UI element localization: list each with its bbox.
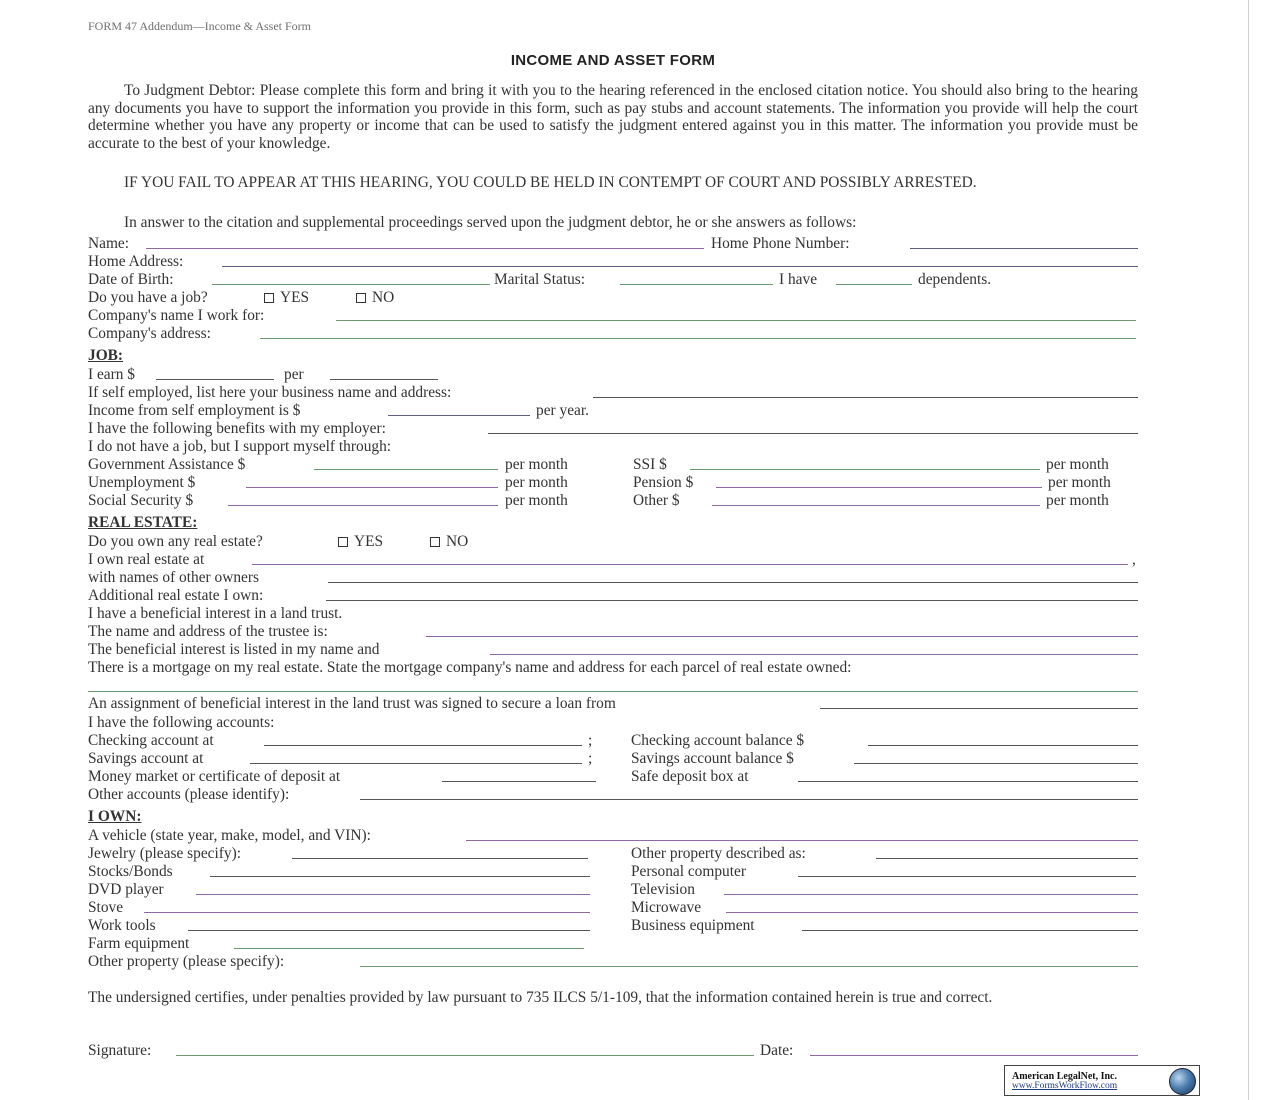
dependents-field[interactable]: [836, 271, 912, 285]
date-field[interactable]: [810, 1042, 1138, 1056]
stove-field[interactable]: [144, 899, 590, 913]
instructions-text: To Judgment Debtor: Please complete this form and bring it with you to the hearing referenced in the enclosed citation notice. You should also bring to the hearing any documents you have to support the information you provide in this form, such as pay stubs and account statements. The information you provide will help the court determine whether you have any property or income that can be used to satisfy the judgment entered against you in this matter. The information you provide must be accurate to the best of your knowledge.: [88, 82, 1138, 152]
listed-in-row: [88, 641, 1140, 659]
job-no-option[interactable]: [356, 289, 394, 307]
i-have-label: I have: [779, 271, 818, 288]
job-no-label: NO: [372, 289, 395, 306]
name-row: [88, 235, 1140, 253]
mortgage-details-row: [88, 678, 1140, 696]
business-equipment-label: Business equipment: [631, 917, 755, 934]
stove-label: Stove: [88, 899, 124, 916]
gov-assist-label: Government Assistance $: [88, 456, 246, 473]
jewelry-label: Jewelry (please specify):: [88, 845, 241, 862]
other-described-field[interactable]: [876, 845, 1138, 859]
savings-balance-label: Savings account balance $: [631, 750, 794, 767]
benefits-field[interactable]: [488, 420, 1138, 434]
other-accounts-row: [88, 786, 1140, 804]
job-heading-row: [88, 347, 1140, 365]
gov-assist-per-month: per month: [505, 456, 568, 473]
dvd-label: DVD player: [88, 881, 164, 898]
benefits-row: [88, 420, 1140, 438]
unemployment-row: [88, 474, 1140, 492]
dvd-field[interactable]: [196, 881, 590, 895]
checking-semicolon: ;: [588, 732, 593, 749]
job-question-label: Do you have a job?: [88, 289, 208, 306]
assignment-field[interactable]: [820, 695, 1138, 709]
job-yes-option[interactable]: [264, 289, 309, 307]
ssi-per-month: per month: [1046, 456, 1109, 473]
form-header-note: FORM 47 Addendum—Income & Asset Form: [88, 19, 312, 33]
real-estate-no-label: NO: [446, 533, 469, 550]
gov-assist-field[interactable]: [314, 456, 498, 470]
real-estate-yes-checkbox[interactable]: [338, 537, 348, 547]
date-label: Date:: [760, 1042, 794, 1059]
other-income-field[interactable]: [712, 492, 1040, 506]
gov-assist-row: [88, 456, 1140, 474]
other-owners-label: with names of other owners: [88, 569, 259, 586]
safe-deposit-field[interactable]: [798, 768, 1138, 782]
american-legalnet-logo: [1004, 1065, 1200, 1096]
per-label: per: [284, 366, 304, 383]
company-name-row: [88, 307, 1140, 325]
job-yes-checkbox[interactable]: [264, 293, 274, 303]
safe-deposit-label: Safe deposit box at: [631, 768, 749, 785]
job-question-row: [88, 289, 1140, 307]
own-at-row: [88, 551, 1140, 569]
name-field[interactable]: [146, 235, 704, 249]
farm-row: [88, 935, 1140, 953]
company-address-row: [88, 325, 1140, 343]
own-real-estate-row: [88, 533, 1140, 551]
mortgage-label: There is a mortgage on my real estate. State the mortgage company's name and address for each parcel of real estate owned:: [88, 659, 852, 676]
warning-text: IF YOU FAIL TO APPEAR AT THIS HEARING, YOU COULD BE HELD IN CONTEMPT OF COURT AND POSSIBLY ARRESTED.: [124, 174, 977, 191]
checking-at-label: Checking account at: [88, 732, 214, 749]
additional-real-estate-row: [88, 587, 1140, 605]
listed-in-label: The beneficial interest is listed in my name and: [88, 641, 380, 658]
pension-field[interactable]: [716, 474, 1042, 488]
assignment-row: [88, 695, 1140, 713]
trustee-label: The name and address of the trustee is:: [88, 623, 328, 640]
signature-field[interactable]: [176, 1042, 754, 1056]
instructions-paragraph: [88, 82, 1138, 152]
social-security-field[interactable]: [228, 492, 498, 506]
jewelry-row: [88, 845, 1140, 863]
other-described-label: Other property described as:: [631, 845, 806, 862]
real-estate-yes-label: YES: [354, 533, 384, 550]
own-at-label: I own real estate at: [88, 551, 205, 568]
earn-amount-field[interactable]: [156, 366, 274, 380]
real-estate-no-option[interactable]: [430, 533, 468, 551]
company-name-label: Company's name I work for:: [88, 307, 265, 324]
vehicle-field[interactable]: [466, 827, 1138, 841]
certification-text: The undersigned certifies, under penalties provided by law pursuant to 735 ILCS 5/1-109, that the information contained herein is true and correct.: [88, 989, 993, 1006]
company-address-field[interactable]: [260, 325, 1136, 339]
other-accounts-label: Other accounts (please identify):: [88, 786, 290, 803]
assignment-label: An assignment of beneficial interest in the land trust was signed to secure a loan from: [88, 695, 616, 712]
logo-url-link[interactable]: www.FormsWorkFlow.com: [1012, 1081, 1118, 1091]
real-estate-no-checkbox[interactable]: [430, 537, 440, 547]
checking-row: [88, 732, 1140, 750]
social-security-row: [88, 492, 1140, 510]
marital-status-label: Marital Status:: [494, 271, 586, 288]
unemployment-per-month: per month: [505, 474, 568, 491]
mortgage-details-field[interactable]: [88, 678, 1138, 692]
trustee-row: [88, 623, 1140, 641]
self-income-label: Income from self employment is $: [88, 402, 301, 419]
real-estate-heading-row: [88, 514, 1140, 532]
other-owners-row: [88, 569, 1140, 587]
other-property-label: Other property (please specify):: [88, 953, 285, 970]
television-field[interactable]: [724, 881, 1138, 895]
home-address-field[interactable]: [222, 253, 1138, 267]
per-year-label: per year.: [536, 402, 589, 419]
earn-label: I earn $: [88, 366, 135, 383]
pension-label: Pension $: [633, 474, 694, 491]
self-employed-business-field[interactable]: [593, 384, 1138, 398]
name-label: Name:: [88, 235, 130, 252]
self-income-field[interactable]: [388, 402, 530, 416]
unemployment-label: Unemployment $: [88, 474, 196, 491]
self-income-row: [88, 402, 1140, 420]
additional-real-estate-field[interactable]: [326, 587, 1138, 601]
i-own-heading: I OWN:: [88, 808, 142, 825]
home-phone-field[interactable]: [910, 235, 1138, 249]
work-tools-field[interactable]: [188, 917, 590, 931]
real-estate-yes-option[interactable]: [338, 533, 383, 551]
job-yes-label: YES: [280, 289, 310, 306]
checking-balance-label: Checking account balance $: [631, 732, 805, 749]
mortgage-row: [88, 659, 1140, 677]
stocks-label: Stocks/Bonds: [88, 863, 173, 880]
other-accounts-field[interactable]: [360, 786, 1138, 800]
signature-row: [88, 1042, 1140, 1060]
money-market-field[interactable]: [442, 768, 596, 782]
work-tools-row: [88, 917, 1140, 935]
vehicle-label: A vehicle (state year, make, model, and VIN):: [88, 827, 371, 844]
farm-field[interactable]: [234, 935, 584, 949]
real-estate-heading: REAL ESTATE:: [88, 514, 198, 531]
savings-balance-field[interactable]: [854, 750, 1138, 764]
computer-label: Personal computer: [631, 863, 746, 880]
i-own-heading-row: [88, 808, 1140, 826]
money-market-label: Money market or certificate of deposit at: [88, 768, 341, 785]
social-security-per-month: per month: [505, 492, 568, 509]
company-name-field[interactable]: [336, 307, 1136, 321]
microwave-field[interactable]: [726, 899, 1138, 913]
accounts-label: I have the following accounts:: [88, 714, 275, 731]
other-property-row: [88, 953, 1140, 971]
dob-row: [88, 271, 1140, 289]
job-heading: JOB:: [88, 347, 124, 364]
no-job-label: I do not have a job, but I support myself through:: [88, 438, 392, 455]
checking-at-field[interactable]: [264, 732, 582, 746]
own-real-estate-label: Do you own any real estate?: [88, 533, 263, 550]
other-income-label: Other $: [633, 492, 680, 509]
dependents-label: dependents.: [918, 271, 992, 288]
scan-edge-line: [1248, 0, 1249, 1100]
ssi-label: SSI $: [633, 456, 667, 473]
social-security-label: Social Security $: [88, 492, 194, 509]
home-phone-label: Home Phone Number:: [711, 235, 850, 252]
savings-at-field[interactable]: [250, 750, 582, 764]
dvd-row: [88, 881, 1140, 899]
no-job-row: [88, 438, 1140, 456]
beneficial-interest-row: [88, 605, 1140, 623]
jewelry-field[interactable]: [292, 845, 588, 859]
trustee-field[interactable]: [426, 623, 1138, 637]
television-label: Television: [631, 881, 695, 898]
self-employed-label: If self employed, list here your business name and address:: [88, 384, 452, 401]
beneficial-interest-label: I have a beneficial interest in a land trust.: [88, 605, 343, 622]
other-property-field[interactable]: [360, 953, 1138, 967]
computer-field[interactable]: [798, 863, 1136, 877]
signature-label: Signature:: [88, 1042, 152, 1059]
own-at-comma: ,: [1132, 551, 1136, 568]
work-tools-label: Work tools: [88, 917, 156, 934]
home-address-label: Home Address:: [88, 253, 184, 270]
farm-label: Farm equipment: [88, 935, 190, 952]
earn-row: [88, 366, 1140, 384]
job-no-checkbox[interactable]: [356, 293, 366, 303]
checking-balance-field[interactable]: [868, 732, 1138, 746]
accounts-row: [88, 714, 1140, 732]
microwave-label: Microwave: [631, 899, 702, 916]
business-equipment-field[interactable]: [802, 917, 1138, 931]
certification-paragraph: [88, 989, 1138, 1007]
answer-paragraph: [88, 214, 1138, 232]
unemployment-field[interactable]: [246, 474, 498, 488]
home-address-row: [88, 253, 1140, 271]
stocks-row: [88, 863, 1140, 881]
ssi-field[interactable]: [690, 456, 1040, 470]
logo-company-name: American LegalNet, Inc.: [1012, 1071, 1117, 1082]
benefits-label: I have the following benefits with my employer:: [88, 420, 386, 437]
own-at-field[interactable]: [252, 551, 1128, 565]
stove-row: [88, 899, 1140, 917]
savings-semicolon: ;: [588, 750, 593, 767]
stocks-field[interactable]: [210, 863, 590, 877]
earn-period-field[interactable]: [330, 366, 438, 380]
other-income-per-month: per month: [1046, 492, 1109, 509]
additional-real-estate-label: Additional real estate I own:: [88, 587, 264, 604]
savings-row: [88, 750, 1140, 768]
dob-label: Date of Birth:: [88, 271, 174, 288]
savings-at-label: Savings account at: [88, 750, 204, 767]
money-market-row: [88, 768, 1140, 786]
other-owners-field[interactable]: [328, 569, 1138, 583]
globe-icon: [1169, 1068, 1196, 1095]
marital-status-field[interactable]: [620, 271, 773, 285]
self-employed-row: [88, 384, 1140, 402]
listed-in-field[interactable]: [490, 641, 1138, 655]
warning-paragraph: [88, 174, 1138, 192]
dob-field[interactable]: [212, 271, 490, 285]
answer-text: In answer to the citation and supplemental proceedings served upon the judgment debtor, he or she answers as follows:: [124, 214, 857, 231]
pension-per-month: per month: [1048, 474, 1111, 491]
form-title: INCOME AND ASSET FORM: [510, 52, 716, 69]
company-address-label: Company's address:: [88, 325, 211, 342]
vehicle-row: [88, 827, 1140, 845]
